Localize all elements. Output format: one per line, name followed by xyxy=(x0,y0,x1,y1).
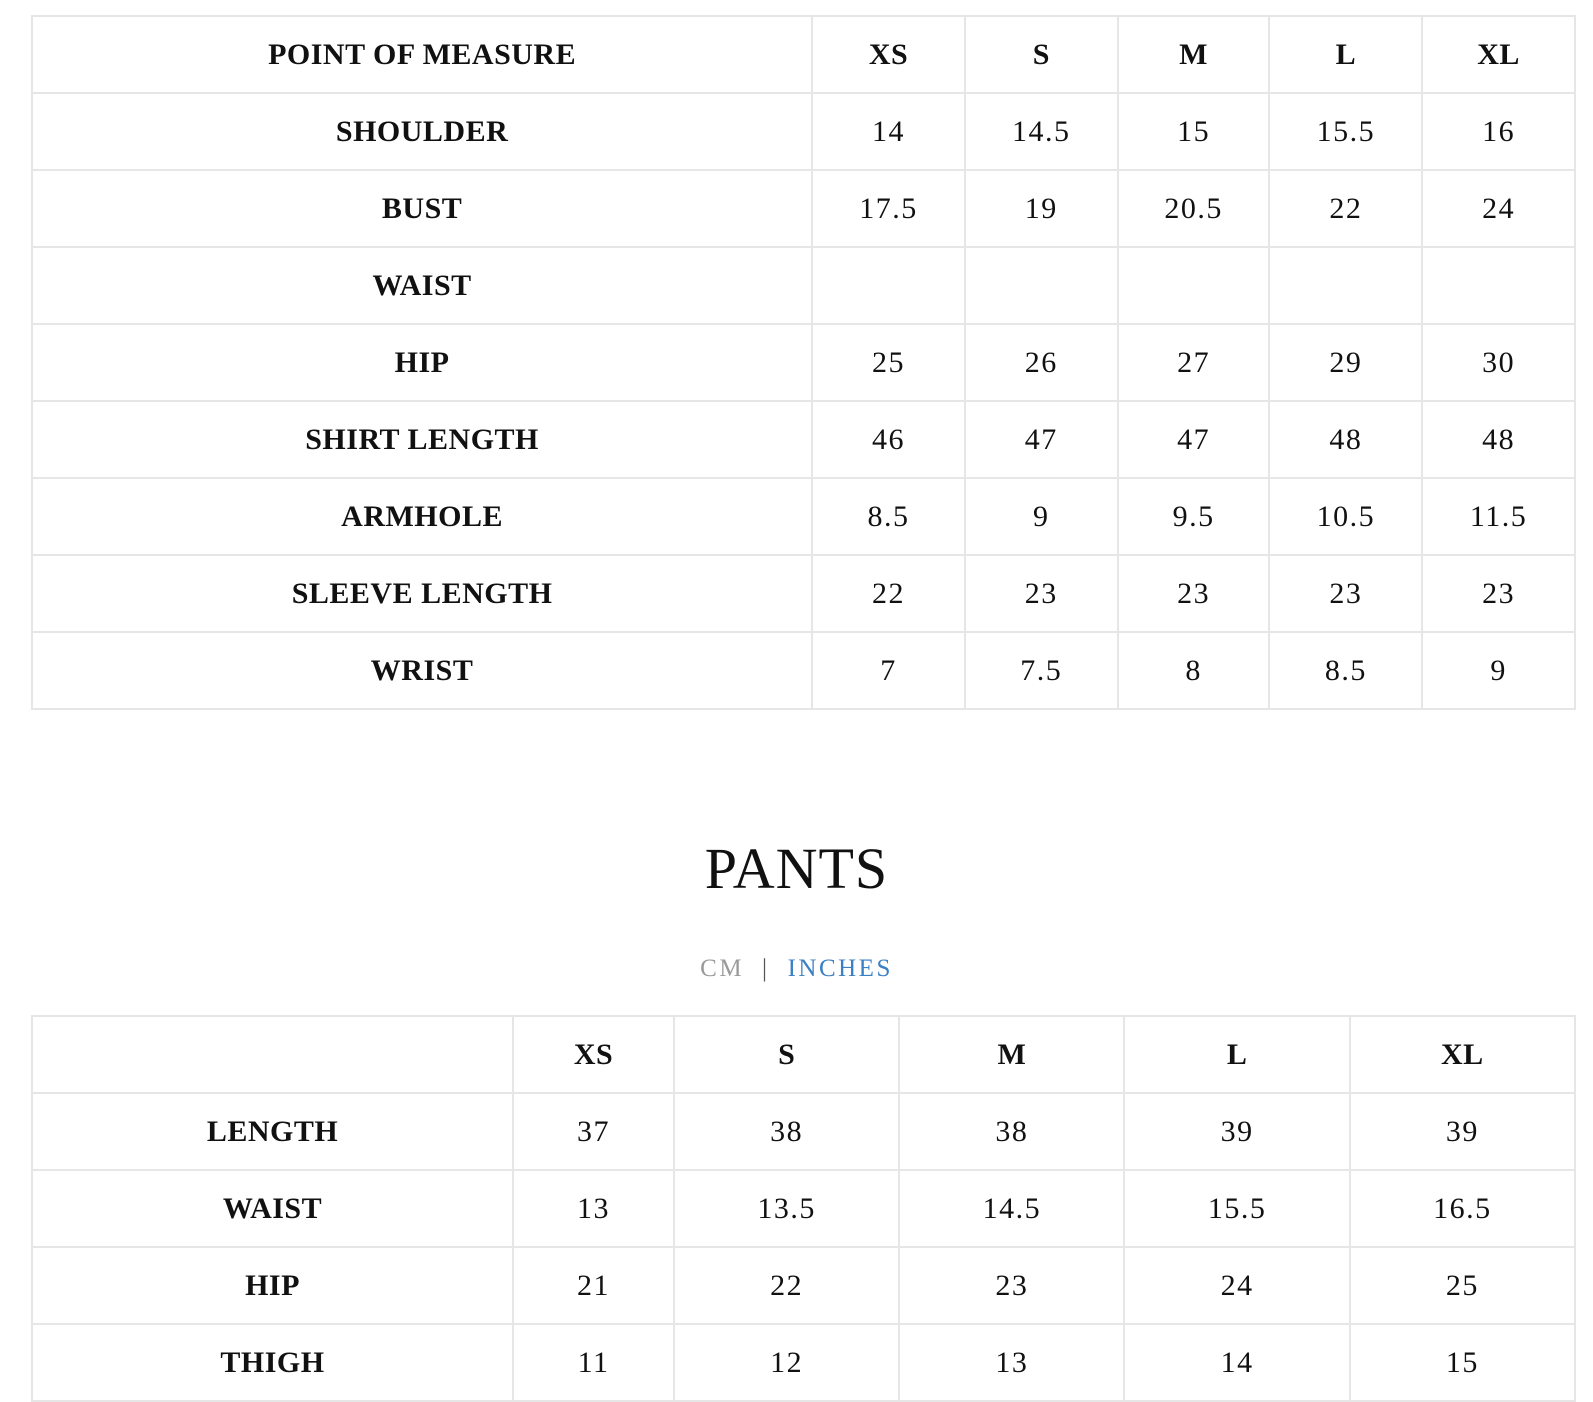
value-cell: 15.5 xyxy=(1124,1170,1349,1247)
value-cell xyxy=(1269,247,1422,324)
row-label: WAIST xyxy=(32,247,812,324)
inches-unit-link[interactable]: INCHES xyxy=(787,955,893,982)
table-row xyxy=(32,1247,1575,1324)
table-row xyxy=(32,170,1575,247)
header-cell-point-of-measure: POINT OF MEASURE xyxy=(32,16,812,93)
value-cell: 30 xyxy=(1422,324,1575,401)
table-row xyxy=(32,93,1575,170)
header-cell-xs: XS xyxy=(812,16,965,93)
table-header-row xyxy=(32,1016,1575,1093)
value-cell: 11.5 xyxy=(1422,478,1575,555)
value-cell: 13 xyxy=(899,1324,1124,1401)
header-cell-l: L xyxy=(1269,16,1422,93)
header-cell-m: M xyxy=(899,1016,1124,1093)
header-cell-m: M xyxy=(1118,16,1270,93)
row-label: ARMHOLE xyxy=(32,478,812,555)
table-header-row xyxy=(32,16,1575,93)
value-cell: 15 xyxy=(1118,93,1270,170)
row-label: BUST xyxy=(32,170,812,247)
value-cell: 16 xyxy=(1422,93,1575,170)
value-cell: 25 xyxy=(1350,1247,1575,1324)
value-cell: 20.5 xyxy=(1118,170,1270,247)
pants-section-title: PANTS xyxy=(704,836,889,901)
value-cell: 46 xyxy=(812,401,965,478)
value-cell: 22 xyxy=(812,555,965,632)
table-row xyxy=(32,555,1575,632)
value-cell: 14 xyxy=(812,93,965,170)
table-row xyxy=(32,1324,1575,1401)
value-cell: 19 xyxy=(965,170,1118,247)
unit-toggle xyxy=(0,955,1593,983)
table-row xyxy=(32,1093,1575,1170)
value-cell: 29 xyxy=(1269,324,1422,401)
value-cell: 21 xyxy=(513,1247,674,1324)
value-cell: 48 xyxy=(1422,401,1575,478)
value-cell: 8.5 xyxy=(1269,632,1422,709)
value-cell: 47 xyxy=(965,401,1118,478)
row-label: SHOULDER xyxy=(32,93,812,170)
value-cell xyxy=(812,247,965,324)
value-cell: 37 xyxy=(513,1093,674,1170)
header-cell-s: S xyxy=(965,16,1118,93)
table-row xyxy=(32,247,1575,324)
value-cell: 7.5 xyxy=(965,632,1118,709)
value-cell: 10.5 xyxy=(1269,478,1422,555)
header-cell-empty xyxy=(32,1016,513,1093)
table-row xyxy=(32,478,1575,555)
row-label: SHIRT LENGTH xyxy=(32,401,812,478)
top-size-table xyxy=(31,15,1576,710)
header-cell-xl: XL xyxy=(1350,1016,1575,1093)
value-cell: 8 xyxy=(1118,632,1270,709)
value-cell: 17.5 xyxy=(812,170,965,247)
unit-separator: | xyxy=(762,955,770,982)
row-label: SLEEVE LENGTH xyxy=(32,555,812,632)
value-cell: 39 xyxy=(1350,1093,1575,1170)
header-cell-l: L xyxy=(1124,1016,1349,1093)
value-cell xyxy=(965,247,1118,324)
value-cell: 23 xyxy=(1422,555,1575,632)
value-cell: 23 xyxy=(1118,555,1270,632)
row-label: WRIST xyxy=(32,632,812,709)
value-cell: 22 xyxy=(674,1247,899,1324)
value-cell: 16.5 xyxy=(1350,1170,1575,1247)
value-cell: 12 xyxy=(674,1324,899,1401)
value-cell: 15 xyxy=(1350,1324,1575,1401)
value-cell: 23 xyxy=(1269,555,1422,632)
value-cell: 7 xyxy=(812,632,965,709)
value-cell: 11 xyxy=(513,1324,674,1401)
row-label: WAIST xyxy=(32,1170,513,1247)
value-cell: 47 xyxy=(1118,401,1270,478)
row-label: THIGH xyxy=(32,1324,513,1401)
value-cell: 24 xyxy=(1422,170,1575,247)
row-label: HIP xyxy=(32,1247,513,1324)
row-label: HIP xyxy=(32,324,812,401)
value-cell: 14.5 xyxy=(965,93,1118,170)
value-cell: 25 xyxy=(812,324,965,401)
pants-size-table xyxy=(31,1015,1576,1402)
value-cell: 38 xyxy=(899,1093,1124,1170)
cm-unit-link[interactable]: CM xyxy=(700,955,745,982)
value-cell: 23 xyxy=(899,1247,1124,1324)
table-row xyxy=(32,1170,1575,1247)
table-row xyxy=(32,401,1575,478)
value-cell: 38 xyxy=(674,1093,899,1170)
value-cell: 22 xyxy=(1269,170,1422,247)
value-cell: 26 xyxy=(965,324,1118,401)
value-cell: 13 xyxy=(513,1170,674,1247)
header-cell-xs: XS xyxy=(513,1016,674,1093)
value-cell: 9.5 xyxy=(1118,478,1270,555)
table-row xyxy=(32,632,1575,709)
value-cell: 27 xyxy=(1118,324,1270,401)
value-cell xyxy=(1118,247,1270,324)
value-cell: 13.5 xyxy=(674,1170,899,1247)
value-cell: 14.5 xyxy=(899,1170,1124,1247)
table-row xyxy=(32,324,1575,401)
value-cell: 9 xyxy=(1422,632,1575,709)
value-cell: 15.5 xyxy=(1269,93,1422,170)
value-cell: 14 xyxy=(1124,1324,1349,1401)
row-label: LENGTH xyxy=(32,1093,513,1170)
header-cell-xl: XL xyxy=(1422,16,1575,93)
value-cell: 8.5 xyxy=(812,478,965,555)
value-cell: 9 xyxy=(965,478,1118,555)
value-cell: 39 xyxy=(1124,1093,1349,1170)
value-cell: 23 xyxy=(965,555,1118,632)
value-cell: 48 xyxy=(1269,401,1422,478)
value-cell xyxy=(1422,247,1575,324)
header-cell-s: S xyxy=(674,1016,899,1093)
value-cell: 24 xyxy=(1124,1247,1349,1324)
